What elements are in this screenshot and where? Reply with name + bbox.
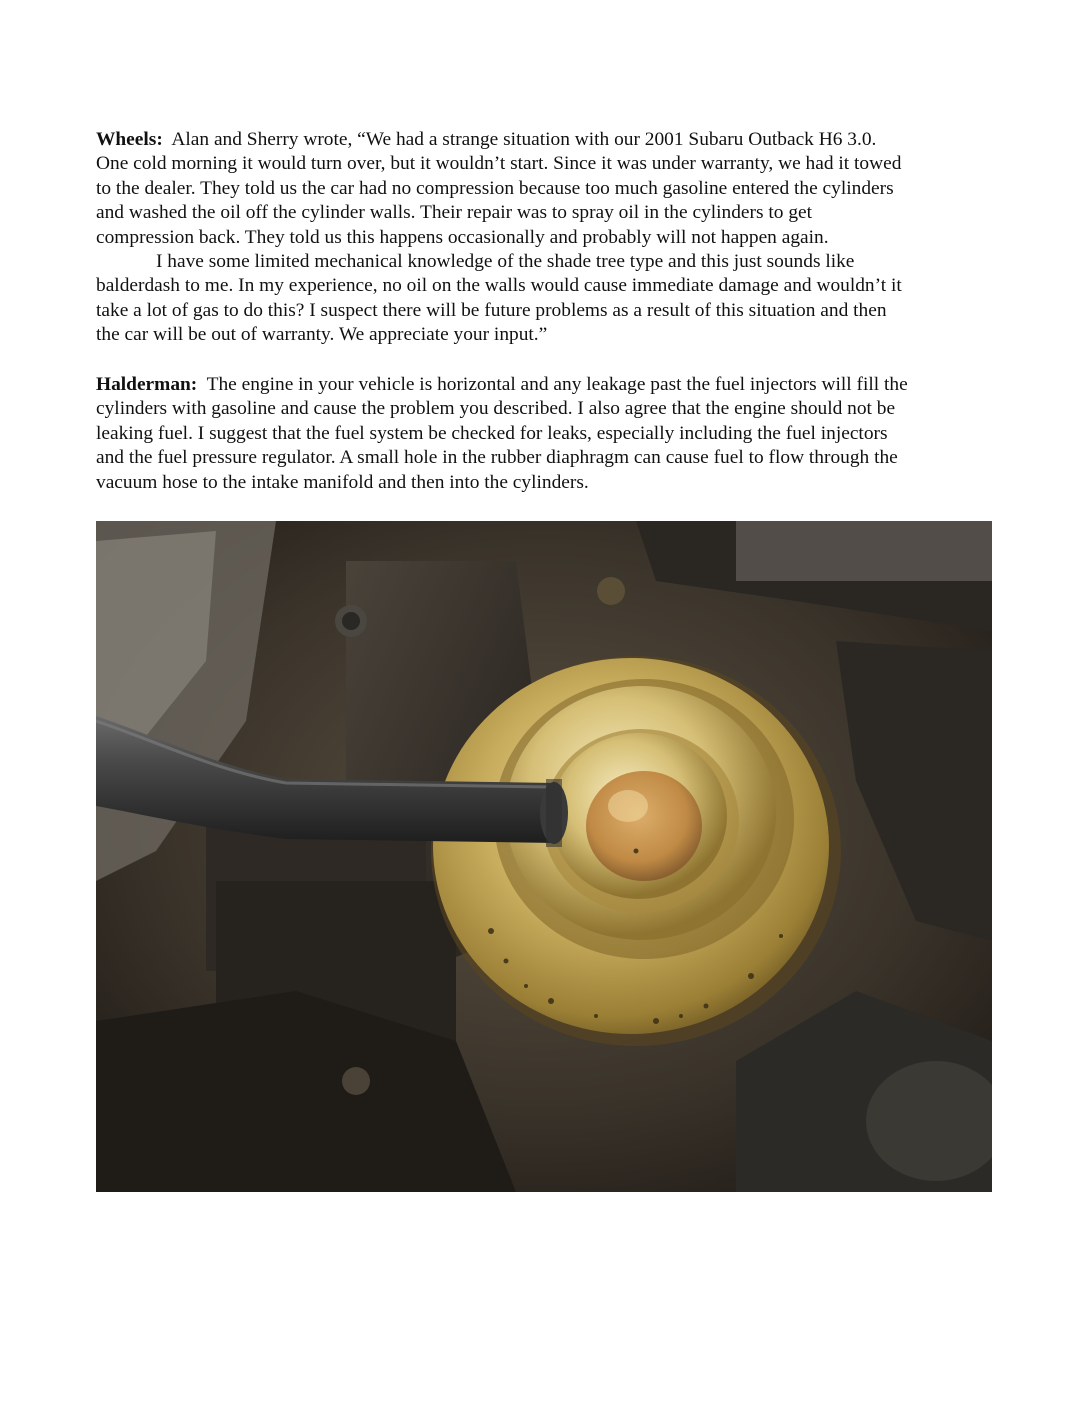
answer-line: and the fuel pressure regulator. A small hole in the rubber diaphragm can cause fuel to flow through the — [96, 447, 898, 469]
question-line: compression back. They told us this happens occasionally and probably will not happen again. — [96, 226, 829, 248]
answer-line: The engine in your vehicle is horizontal and any leakage past the fuel injectors will fill the — [206, 374, 908, 395]
speaker-halderman: Halderman: — [96, 374, 198, 395]
question-line: I have some limited mechanical knowledge of the shade tree type and this just sounds like — [156, 251, 855, 273]
question-line: take a lot of gas to do this? I suspect there will be future problems as a result of this situation and then — [96, 299, 887, 321]
answer-line: leaking fuel. I suggest that the fuel system be checked for leaks, especially including the fuel injectors — [96, 422, 888, 444]
question-line: the car will be out of warranty. We appreciate your input.” — [96, 324, 548, 346]
answer-line: cylinders with gasoline and cause the problem you described. I also agree that the engine should not be — [96, 398, 896, 420]
question-line: One cold morning it would turn over, but it wouldn’t start. Since it was under warranty, we had it towed — [96, 153, 902, 175]
answer-paragraph — [96, 373, 996, 495]
question-line: and washed the oil off the cylinder walls. Their repair was to spray oil in the cylinders to get — [96, 202, 813, 224]
fuel-pressure-regulator-photo — [96, 521, 992, 1192]
question-paragraph-1 — [96, 128, 996, 250]
answer-line: vacuum hose to the intake manifold and then into the cylinders. — [96, 471, 589, 493]
question-line: balderdash to me. In my experience, no oil on the walls would cause immediate damage and wouldn’t it — [96, 275, 902, 297]
question-line: Alan and Sherry wrote, “We had a strange situation with our 2001 Subaru Outback H6 3.0. — [171, 129, 877, 150]
question-line: to the dealer. They told us the car had no compression because too much gasoline entered the cylinders — [96, 177, 894, 199]
wheels-question — [96, 128, 996, 348]
speaker-wheels: Wheels: — [96, 129, 163, 150]
question-paragraph-2 — [96, 250, 996, 348]
halderman-answer — [96, 373, 996, 495]
